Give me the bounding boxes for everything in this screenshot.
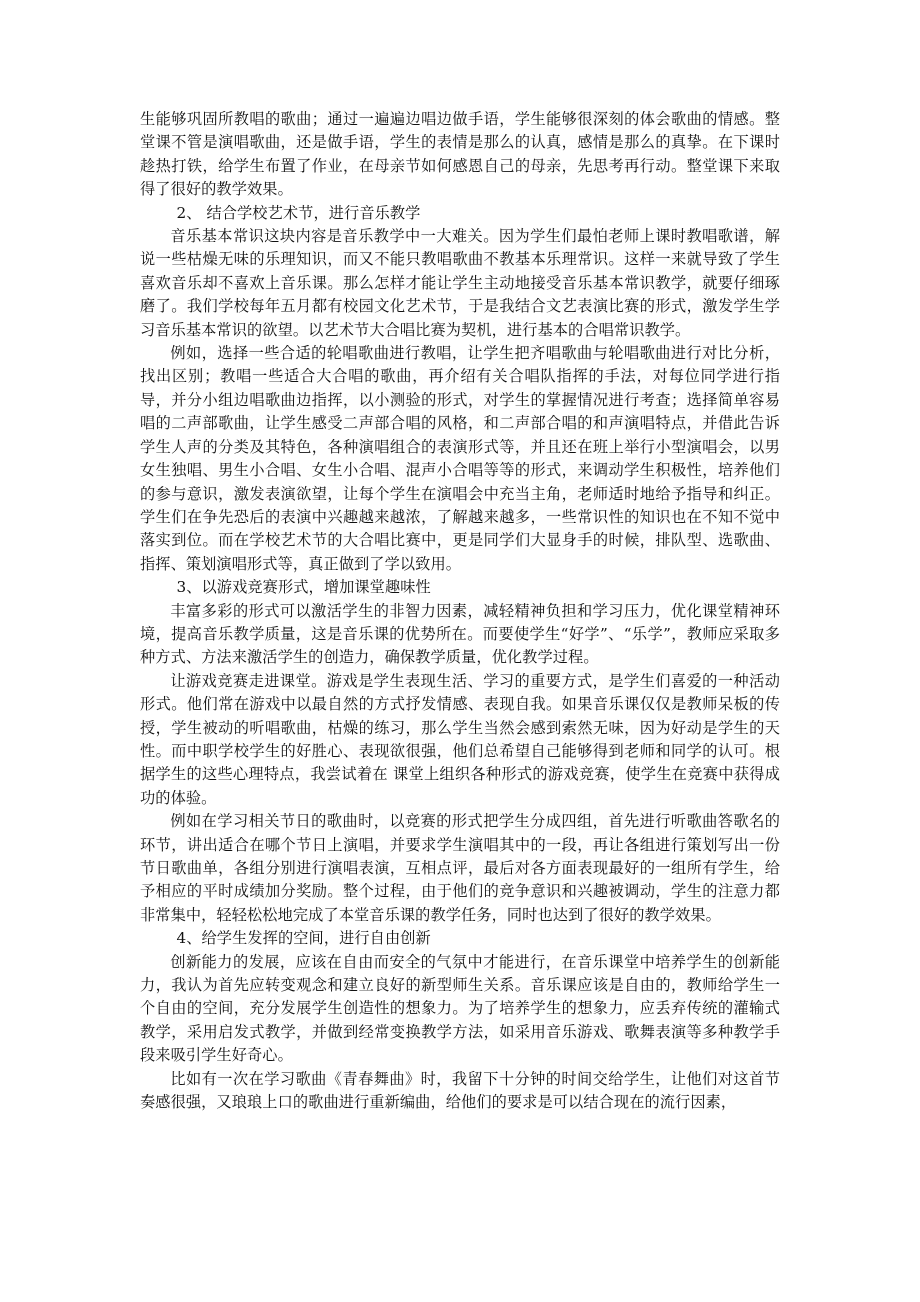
section-heading-4: 4、给学生发挥的空间，进行自由创新 bbox=[176, 929, 431, 948]
paragraph-continued: 生能够巩固所教唱的歌曲；通过一遍遍边唱边做手语，学生能够很深刻的体会歌曲的情感。整堂课不管是演唱歌曲，还是做手语，学生的表情是那么的认真，感情是那么的真挚。在下课时趁热打铁，给学生布置了作业，在母亲节如何感恩自己的母亲，先思考再行动。整堂课下来取得了很好的教学效果。 bbox=[140, 110, 780, 199]
document-page bbox=[140, 108, 780, 1114]
paragraph: 创新能力的发展，应该在自由而安全的气氛中才能进行，在音乐课堂中培养学生的创新能力，我认为首先应转变观念和建立良好的新型师生关系。音乐课应该是自由的，教师给学生一个自由的空间，充分发展学生创造性的想象力。为了培养学生的想象力，应丢弃传统的灌输式教学，采用启发式教学，并做到经常变换教学方法，如采用音乐游戏、歌舞表演等多种教学手段来吸引学生好奇心。 bbox=[140, 952, 780, 1065]
paragraph: 音乐基本常识这块内容是音乐教学中一大难关。因为学生们最怕老师上课时教唱歌谱，解说一些枯燥无味的乐理知识，而又不能只教唱歌曲不教基本乐理常识。这样一来就导致了学生喜欢音乐却不喜欢上音乐课。那么怎样才能让学生主动地接受音乐基本常识教学，就要仔细琢磨了。我们学校每年五月都有校园文化艺术节，于是我结合文艺表演比赛的形式，激发学生学习音乐基本常识的欲望。以艺术节大合唱比赛为契机，进行基本的合唱常识教学。 bbox=[140, 227, 780, 339]
paragraph: 比如有一次在学习歌曲《青春舞曲》时，我留下十分钟的时间交给学生，让他们对这首节奏感很强，又琅琅上口的歌曲进行重新编曲，给他们的要求是可以结合现在的流行因素， bbox=[140, 1069, 780, 1112]
paragraph: 让游戏竞赛走进课堂。游戏是学生表现生活、学习的重要方式，是学生们喜爱的一种活动形式。他们常在游戏中以最自然的方式抒发情感、表现自我。如果音乐课仅仅是教师呆板的传授，学生被动的听唱歌曲，枯燥的练习，那么学生当然会感到索然无味，因为好动是学生的天性。而中职学校学生的好胜心、表现欲很强，他们总希望自己能够得到老师和同学的认可。根据学生的这些心理特点，我尝试着在 课堂上组织各种形式的游戏竞赛，使学生在竞赛中获得成功的体验。 bbox=[140, 671, 780, 807]
paragraph: 丰富多彩的形式可以激活学生的非智力因素，减轻精神负担和学习压力，优化课堂精神环境，提高音乐教学质量，这是音乐课的优势所在。而要使学生“好学”、“乐学”，教师应采取多种方式、方法来激活学生的创造力，确保教学质量，优化教学过程。 bbox=[140, 601, 780, 667]
section-heading-3: 3、以游戏竞赛形式，增加课堂趣味性 bbox=[176, 578, 431, 597]
section-heading-2: 2、 结合学校艺术节，进行音乐教学 bbox=[176, 203, 421, 222]
paragraph: 例如，选择一些合适的轮唱歌曲进行教唱，让学生把齐唱歌曲与轮唱歌曲进行对比分析，找出区别；教唱一些适合大合唱的歌曲，再介绍有关合唱队指挥的手法，对每位同学进行指导，并分小组边唱歌曲边指挥，以小测验的形式，对学生的掌握情况进行考查；选择简单容易唱的二声部歌曲，让学生感受二声部合唱的风格，和二声部合唱的和声演唱特点，并借此告诉学生人声的分类及其特色，各种演唱组合的表演形式等，并且还在班上举行小型演唱会，以男女生独唱、男生小合唱、女生小合唱、混声小合唱等等的形式，来调动学生积极性，培养他们的参与意识，激发表演欲望，让每个学生在演唱会中充当主角，老师适时地给予指导和纠正。学生们在争先恐后的表演中兴趣越来越浓，了解越来越多，一些常识性的知识也在不知不觉中落实到位。而在学校艺术节的大合唱比赛中，更是同学们大显身手的时候，排队型、选歌曲、指挥、策划演唱形式等，真正做到了学以致用。 bbox=[140, 344, 780, 573]
paragraph: 例如在学习相关节日的歌曲时，以竞赛的形式把学生分成四组，首先进行听歌曲答歌名的环节，讲出适合在哪个节日上演唱，并要求学生演唱其中的一段，再让各组进行策划写出一份节日歌曲单，各组分别进行演唱表演，互相点评，最后对各方面表现最好的一组所有学生，给予相应的平时成绩加分奖励。整个过程，由于他们的竞争意识和兴趣被调动，学生的注意力都非常集中，轻轻松松地完成了本堂音乐课的教学任务，同时也达到了很好的教学效果。 bbox=[140, 812, 780, 924]
